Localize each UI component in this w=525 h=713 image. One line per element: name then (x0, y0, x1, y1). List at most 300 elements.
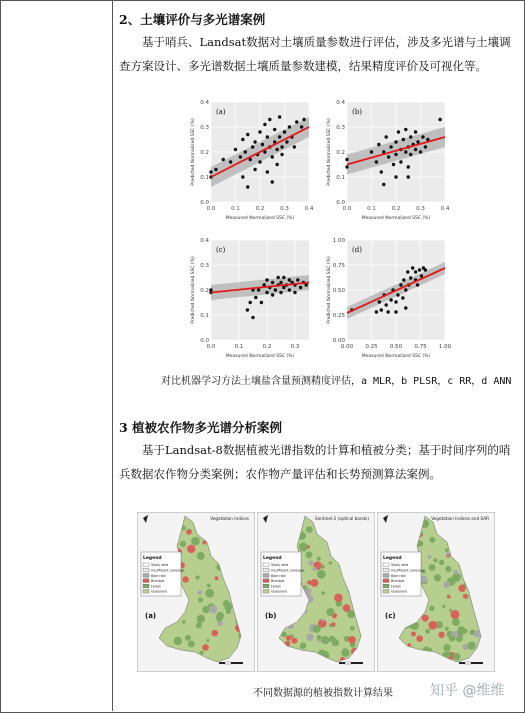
legend-title: Legend (143, 556, 162, 561)
data-point (416, 283, 419, 286)
land-patch (442, 605, 445, 608)
x-tick-label: 0.2 (262, 344, 272, 350)
legend-label: Study area (151, 563, 169, 568)
y-tick-label: 0.0 (200, 200, 209, 206)
x-tick-label: 0.1 (234, 344, 244, 350)
data-point (265, 278, 268, 281)
y-tick-label: 0.75 (332, 263, 345, 269)
land-patch (434, 574, 441, 581)
panel-label: (d) (352, 246, 362, 254)
legend-label: Insufficient coverage (151, 568, 185, 573)
legend-swatch (143, 563, 149, 567)
legend-swatch (383, 563, 389, 567)
land-patch (180, 541, 186, 547)
data-point (404, 128, 407, 131)
legend-swatch (143, 584, 149, 588)
data-point (285, 140, 288, 143)
data-point (420, 274, 423, 277)
y-axis-label: Predicted Normalized SSC (%) (191, 118, 196, 186)
data-point (274, 288, 277, 291)
x-tick-label: 0.4 (440, 206, 450, 212)
data-point (392, 163, 395, 166)
land-patch (341, 649, 349, 657)
land-patch (443, 581, 450, 588)
x-axis-label: Measured Normalized SSC (%) (361, 216, 431, 221)
land-patch (425, 629, 430, 634)
data-point (288, 278, 291, 281)
data-point (345, 165, 348, 168)
land-patch (451, 610, 460, 619)
land-patch (182, 576, 188, 582)
land-patch (286, 635, 291, 640)
land-patch (329, 636, 336, 643)
data-point (416, 140, 419, 143)
data-point (424, 268, 427, 271)
data-point (385, 135, 388, 138)
y-tick-label: 1.00 (332, 238, 345, 244)
land-patch (198, 597, 203, 602)
data-point (275, 148, 278, 151)
land-patch (300, 643, 307, 650)
legend-swatch (263, 563, 269, 567)
data-point (293, 145, 296, 148)
data-point (278, 135, 281, 138)
land-patch (209, 605, 217, 613)
land-patch (458, 585, 465, 592)
data-point (288, 125, 291, 128)
land-patch (468, 642, 476, 650)
land-patch (307, 580, 311, 584)
data-point (271, 180, 274, 183)
y-tick-label: 0.4 (200, 100, 209, 106)
land-patch (197, 552, 205, 560)
data-point (246, 133, 249, 136)
land-patch (226, 609, 231, 614)
data-point (282, 286, 285, 289)
data-point (407, 175, 410, 178)
data-point (418, 268, 421, 271)
data-point (300, 125, 303, 128)
land-patch (329, 561, 332, 564)
legend-swatch (143, 579, 149, 583)
land-patch (305, 551, 312, 558)
land-patch (343, 604, 351, 612)
data-point (424, 145, 427, 148)
land-patch (198, 590, 203, 595)
land-patch (317, 635, 322, 640)
data-point (214, 168, 217, 171)
land-patch (191, 537, 200, 546)
data-point (421, 135, 424, 138)
land-patch (317, 570, 326, 579)
scatter-plot-d (321, 236, 451, 366)
x-tick-label: 0.00 (340, 344, 354, 350)
y-tick-label: 0.3 (336, 125, 345, 131)
land-patch (326, 608, 334, 616)
land-patch (299, 543, 308, 552)
map-title: Vegetation Indices (210, 516, 249, 521)
y-tick-label: 0.1 (200, 175, 209, 181)
land-patch (206, 639, 209, 642)
land-patch (195, 575, 199, 579)
data-point (241, 175, 244, 178)
data-point (402, 278, 405, 281)
land-patch (449, 636, 455, 642)
legend-label: Forest (151, 584, 161, 589)
data-point (279, 281, 282, 284)
x-tick-label: 0.3 (416, 206, 425, 212)
data-point (266, 135, 269, 138)
data-point (394, 310, 397, 313)
land-patch (214, 576, 218, 580)
land-patch (350, 626, 355, 631)
land-patch (217, 621, 222, 626)
legend-label: Bare rock (151, 573, 167, 578)
data-point (414, 148, 417, 151)
map-svg (377, 512, 495, 672)
x-tick-label: 0.1 (367, 206, 376, 212)
data-point (295, 120, 298, 123)
data-point (302, 118, 305, 121)
data-point (239, 155, 242, 158)
data-point (246, 308, 249, 311)
legend-swatch (263, 574, 269, 578)
data-point (244, 150, 247, 153)
land-patch (438, 632, 444, 638)
legend-label: Grassland (151, 589, 167, 594)
data-point (419, 150, 422, 153)
legend-swatch (263, 579, 269, 583)
y-axis-label: Predicted Normalized SSC (%) (327, 118, 332, 186)
land-patch (416, 635, 423, 642)
x-tick-label: 0.2 (255, 206, 265, 212)
data-point (399, 283, 402, 286)
map-svg (137, 512, 255, 672)
y-tick-label: 0.1 (336, 175, 345, 181)
land-patch (187, 545, 195, 553)
map-label: (c) (385, 612, 396, 620)
data-point (399, 160, 402, 163)
y-tick-label: 0.50 (332, 288, 345, 294)
land-patch (443, 644, 450, 651)
data-point (283, 130, 286, 133)
land-patch (197, 615, 205, 623)
data-point (222, 158, 225, 161)
land-patch (321, 591, 325, 595)
x-axis-label: Measured Normalized SSC (%) (225, 354, 295, 359)
data-point (258, 130, 261, 133)
x-tick-label: 0.75 (414, 344, 427, 350)
land-patch (445, 651, 451, 657)
data-point (234, 148, 237, 151)
panel-label: (a) (216, 108, 226, 116)
legend-label: Study area (271, 563, 289, 568)
y-tick-label: 0.2 (336, 150, 345, 156)
data-point (249, 301, 252, 304)
y-tick-label: 0.1 (200, 313, 209, 319)
land-patch (223, 600, 230, 607)
map-svg (257, 512, 375, 672)
y-tick-label: 0.0 (336, 200, 345, 206)
data-point (246, 185, 249, 188)
panel-label: (b) (352, 108, 362, 116)
x-tick-label: 0.1 (231, 206, 240, 212)
legend-label: Insufficient coverage (391, 568, 425, 573)
data-point (265, 291, 268, 294)
y-axis-label: Predicted Normalized SSC (%) (327, 256, 332, 324)
data-point (266, 170, 269, 173)
land-patch (317, 557, 321, 561)
data-point (296, 278, 299, 281)
legend-label: Insufficient coverage (271, 568, 305, 573)
data-point (411, 266, 414, 269)
data-point (261, 143, 264, 146)
legend-swatch (383, 584, 389, 588)
data-point (271, 293, 274, 296)
y-tick-label: 0.4 (336, 100, 345, 106)
data-point (404, 150, 407, 153)
x-axis-label: Measured Normalized SSC (%) (361, 354, 431, 359)
land-patch (306, 526, 313, 533)
data-point (241, 138, 244, 141)
land-patch (205, 589, 214, 598)
land-patch (306, 634, 313, 641)
land-patch (428, 555, 432, 559)
data-point (251, 316, 254, 319)
legend-swatch (383, 574, 389, 578)
x-tick-label: 0.2 (391, 206, 401, 212)
data-point (378, 300, 381, 303)
legend-swatch (383, 568, 389, 572)
legend-swatch (263, 568, 269, 572)
legend-swatch (143, 590, 149, 594)
data-point (409, 276, 412, 279)
land-patch (452, 618, 460, 626)
y-tick-label: 0.0 (200, 338, 209, 344)
data-point (257, 288, 260, 291)
land-patch (321, 564, 325, 568)
data-point (277, 276, 280, 279)
land-patch (458, 626, 465, 633)
scale-bar-segment (465, 662, 471, 664)
data-point (345, 158, 348, 161)
data-point (414, 270, 417, 273)
x-tick-label: 1.00 (438, 344, 452, 350)
data-point (258, 160, 261, 163)
y-tick-label: 0.2 (200, 150, 209, 156)
data-point (397, 130, 400, 133)
data-point (254, 296, 257, 299)
data-point (380, 308, 383, 311)
data-point (263, 123, 266, 126)
y-tick-label: 0.3 (200, 125, 209, 131)
legend-label: Forest (271, 584, 281, 589)
legend-title: Legend (383, 556, 402, 561)
legend-label: Bramble (271, 579, 285, 584)
legend-label: Grassland (391, 589, 407, 594)
data-point (253, 168, 256, 171)
data-point (407, 165, 410, 168)
map-title: Vegetation Indices and SAR (431, 516, 489, 521)
data-point (275, 163, 278, 166)
data-point (406, 270, 409, 273)
land-patch (212, 630, 219, 637)
watermark: 知乎 @维维 (430, 683, 505, 699)
land-patch (308, 560, 313, 565)
legend-label: Bramble (391, 579, 405, 584)
land-patch (445, 548, 449, 552)
scale-bar-segment (225, 662, 231, 664)
left-column (0, 0, 113, 711)
data-point (280, 153, 283, 156)
land-patch (202, 644, 209, 651)
data-point (229, 160, 232, 163)
land-patch (200, 651, 204, 655)
data-point (375, 310, 378, 313)
land-patch (313, 625, 321, 633)
section3-caption: 不同数据源的植被指数计算结果 (253, 688, 393, 699)
land-patch (331, 622, 335, 626)
data-point (387, 155, 390, 158)
content-cell (113, 0, 523, 711)
data-point (271, 155, 274, 158)
legend-label: Bare rock (271, 573, 287, 578)
scale-bar-segment (345, 662, 351, 664)
data-point (288, 288, 291, 291)
y-tick-label: 0.3 (200, 263, 209, 269)
land-patch (196, 622, 202, 628)
data-point (268, 118, 271, 121)
land-patch (322, 619, 325, 622)
data-point (209, 288, 212, 291)
section2-heading: 2、土壤评价与多光谱案例 (119, 12, 266, 27)
data-point (409, 153, 412, 156)
data-point (404, 306, 407, 309)
legend-swatch (383, 579, 389, 583)
land-patch (453, 653, 461, 661)
legend-swatch (143, 568, 149, 572)
legend-label: Forest (391, 584, 401, 589)
land-patch (321, 636, 329, 644)
land-patch (202, 606, 209, 613)
x-axis-label: Measured Normalized SSC (%) (225, 216, 295, 221)
y-tick-label: 0.25 (332, 313, 345, 319)
data-point (386, 310, 389, 313)
legend-label: Bare rock (391, 573, 407, 578)
land-patch (429, 564, 436, 571)
x-tick-label: 0.50 (389, 344, 403, 350)
data-point (414, 130, 417, 133)
data-point (385, 303, 388, 306)
scatter-plot-a (185, 98, 315, 228)
legend-swatch (143, 574, 149, 578)
map-title: Sentinel-2 (optical bands) (315, 516, 369, 521)
map-panel-b (257, 512, 375, 672)
land-patch (429, 537, 435, 543)
data-point (377, 143, 380, 146)
data-point (299, 286, 302, 289)
data-point (253, 140, 256, 143)
x-tick-label: 0.4 (304, 206, 314, 212)
data-point (404, 288, 407, 291)
land-patch (202, 540, 206, 544)
data-point (409, 135, 412, 138)
land-patch (433, 558, 437, 562)
data-point (394, 175, 397, 178)
land-patch (439, 560, 444, 565)
land-patch (311, 579, 319, 587)
land-patch (348, 636, 356, 644)
data-point (273, 128, 276, 131)
legend-swatch (383, 590, 389, 594)
land-patch (207, 584, 211, 588)
map-label: (a) (145, 612, 157, 620)
legend-label: Study area (391, 563, 409, 568)
data-point (209, 170, 212, 173)
land-patch (447, 595, 451, 599)
panel-label: (c) (216, 246, 226, 254)
data-point (370, 150, 373, 153)
land-patch (445, 566, 451, 572)
data-point (380, 170, 383, 173)
legend-label: Grassland (271, 589, 287, 594)
section3-paragraph: 基于Landsat-8数据植被光谱指数的计算和植被分类；基于时间序列的哨兵数据农作物分类案例；农作物产量评估和长势预测算法案例。 (119, 443, 511, 481)
x-tick-label: 0.3 (290, 344, 300, 350)
land-patch (445, 627, 449, 631)
data-point (389, 145, 392, 148)
x-tick-label: 0.0 (206, 344, 216, 350)
land-patch (312, 567, 316, 571)
data-point (251, 145, 254, 148)
data-point (402, 138, 405, 141)
land-patch (188, 640, 195, 647)
data-point (401, 296, 404, 299)
land-patch (463, 594, 468, 599)
x-tick-label: 0.3 (280, 206, 289, 212)
y-tick-label: 0.4 (200, 238, 209, 244)
data-point (293, 291, 296, 294)
section3-heading: 3 植被农作物多光谱分析案例 (119, 420, 283, 435)
y-tick-label: 0.00 (332, 338, 345, 344)
data-point (394, 140, 397, 143)
land-patch (334, 594, 343, 603)
map-panel-c (377, 512, 495, 672)
data-point (282, 276, 285, 279)
data-point (279, 291, 282, 294)
x-tick-label: 0.0 (206, 206, 216, 212)
data-point (394, 300, 397, 303)
land-patch (411, 632, 416, 637)
data-point (280, 145, 283, 148)
legend-swatch (263, 590, 269, 594)
data-point (394, 153, 397, 156)
legend-title: Legend (263, 556, 282, 561)
scatter-plot-b (321, 98, 451, 228)
data-point (278, 115, 281, 118)
land-patch (446, 552, 450, 556)
land-patch (422, 615, 429, 622)
data-point (382, 183, 385, 186)
legend-label: Bramble (151, 579, 165, 584)
map-panel-a (137, 512, 255, 672)
land-patch (408, 643, 412, 647)
y-tick-label: 0.2 (200, 288, 209, 294)
data-point (396, 293, 399, 296)
data-point (375, 160, 378, 163)
map-label: (b) (265, 612, 277, 620)
y-axis-label: Predicted Normalized SSC (%) (191, 256, 196, 324)
land-patch (186, 529, 191, 534)
